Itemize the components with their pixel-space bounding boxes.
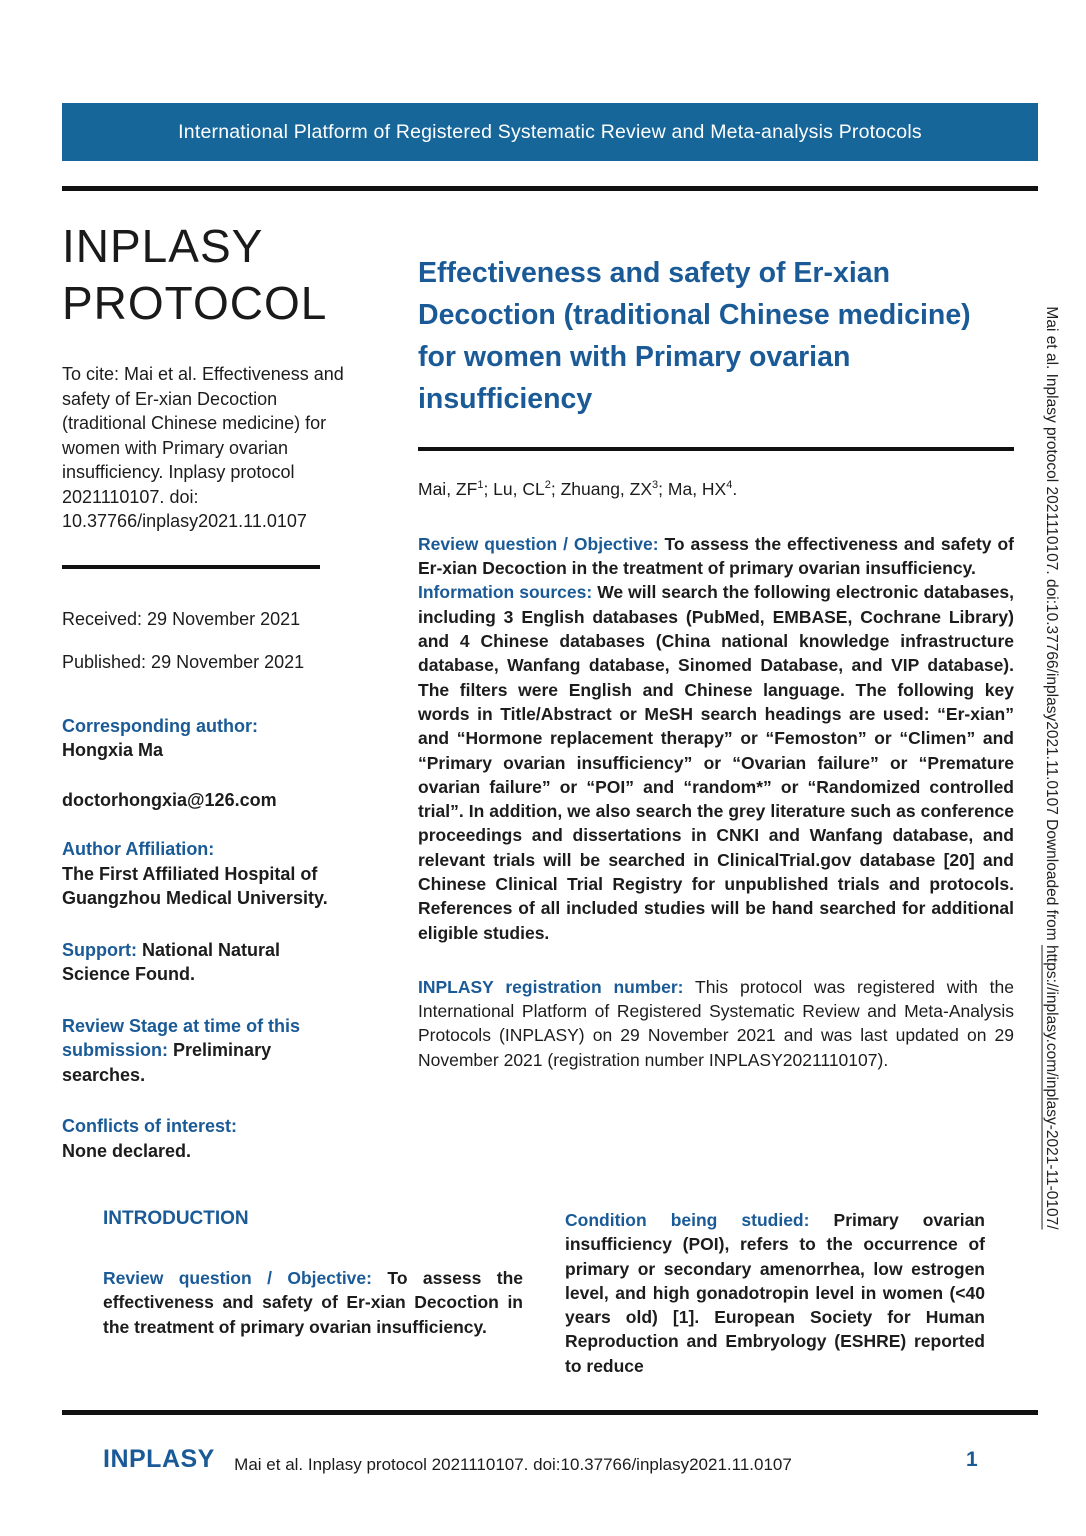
- corresponding-author-email: doctorhongxia@126.com: [62, 789, 277, 810]
- footer-brand: INPLASY: [103, 1445, 215, 1473]
- doi-value: 10.37766/inplasy2021.11.0107: [62, 511, 307, 531]
- masthead-line2: PROTOCOL: [62, 277, 328, 329]
- introduction-objective-paragraph: [103, 1266, 523, 1339]
- affiliation-value: The First Affiliated Hospital of Guangzhou Medical University.: [62, 863, 328, 908]
- conflicts-value: None declared.: [62, 1140, 192, 1161]
- registration-label: INPLASY registration number:: [418, 976, 684, 997]
- footer-citation: Mai et al. Inplasy protocol 2021110107. doi:10.37766/inplasy2021.11.0107: [234, 1455, 792, 1474]
- right-column: [418, 252, 1014, 1072]
- review-stage-label: Review Stage at time of this submission:: [62, 1015, 301, 1060]
- introduction-objective-text: To assess the effectiveness and safety of Er-xian Decoction in the treatment of primary ovarian insufficiency.: [103, 1268, 523, 1337]
- objective-text: To assess the effectiveness and safety of Er-xian Decoction in the treatment of primary ovarian insufficiency.: [418, 533, 1014, 579]
- footer-divider: [62, 1410, 1038, 1415]
- introduction-right-column: [565, 1208, 985, 1378]
- introduction-objective-label: Review question / Objective:: [103, 1268, 372, 1288]
- received-date: Received: 29 November 2021: [62, 608, 301, 629]
- information-sources-text: We will search the following electronic databases, including 3 English databases (PubMed, EMBASE, Cochrane Library) and 4 Chinese databases (China national knowledge infrastructure database, Wanfang database, Sinomed Database, and VIP database). The filters were English and Chinese language. The following key words in Title/Abstract or MeSH search headings are used: “Er-xian” and “Hormone replacement therapy” or “Femoston” or “Climen” and “Primary ovarian insufficiency” or “Ovarian failure” or “Premature ovarian failure” or “POI” and “random*” or “Randomized controlled trial”. In addition, we also search the grey literature such as conference proceedings and dissertations in CNKI and Wanfang database, and relevant trials will be searched in ClinicalTrial.gov database [20] and Chinese Clinical Trial Registry for unpublished trials and protocols. References of all included studies will be hand searched for additional eligible studies.: [418, 582, 1014, 943]
- left-column-divider: [62, 565, 320, 569]
- title-divider: [418, 447, 1014, 451]
- platform-banner-text: International Platform of Registered Systematic Review and Meta-analysis Protocols: [178, 120, 922, 143]
- authors-line: Mai, $ZF^1$; Lu, $CL^2$; Zhuang, $ZX^3$; Ma, $HX^4$.: [418, 478, 738, 499]
- article-title: Effectiveness and safety of Er-xian Decoction (traditional Chinese medicine) for women with Primary ovarian insufficiency: [418, 257, 971, 415]
- conflicts-label: Conflicts of interest:: [62, 1116, 238, 1136]
- objective-paragraph: [418, 532, 1014, 581]
- vertical-sidebar-link[interactable]: https://inplasy.com/inplasy-2021-11-0107/: [1043, 944, 1060, 1230]
- corresponding-author-block: [62, 714, 344, 763]
- masthead-line1: INPLASY: [62, 220, 264, 272]
- condition-text: Primary ovarian insufficiency (POI), refers to the occurrence of primary or secondary amenorrhea, low estrogen level, and high gonadotropin level in women (<40 years old) [1]. European Society for Human Reproduction and Embryology (ESHRE) reported to reduce: [565, 1210, 985, 1376]
- support-value: National Natural Science Found.: [62, 939, 281, 984]
- objective-label: Review question / Objective:: [418, 533, 659, 554]
- corresponding-author-name: Hongxia Ma: [62, 740, 164, 760]
- condition-paragraph: [565, 1208, 985, 1378]
- platform-banner: [62, 103, 1038, 161]
- corresponding-author-label: Corresponding author:: [62, 715, 258, 736]
- vertical-sidebar-text: Mai et al. Inplasy protocol 2021110107. doi:10.37766/inplasy2021.11.0107 Downloaded from: [1043, 306, 1060, 945]
- condition-label: Condition being studied:: [565, 1210, 810, 1230]
- conflicts-block: [62, 1114, 344, 1163]
- published-date: Published: 29 November 2021: [62, 651, 305, 672]
- review-stage-block: [62, 1014, 344, 1088]
- vertical-sidebar-citation: [1042, 306, 1060, 1229]
- affiliation-block: [62, 837, 344, 911]
- support-block: [62, 938, 344, 987]
- introduction-heading: INTRODUCTION: [103, 1208, 249, 1229]
- information-sources-paragraph: [418, 580, 1014, 944]
- left-column: [62, 218, 344, 1163]
- information-sources-label: Information sources:: [418, 582, 593, 603]
- registration-text: This protocol was registered with the International Platform of Registered Systematic Review and Meta-Analysis Protocols (INPLASY) on 29 November 2021 and was last updated on 29 November 2021 (registration number INPLASY2021110107).: [418, 976, 1014, 1070]
- support-label: Support:: [62, 939, 137, 960]
- review-stage-value: Preliminary searches.: [62, 1040, 272, 1085]
- to-cite-text: To cite: Mai et al. Effectiveness and safety of Er-xian Decoction (traditional Chinese medicine) for women with Primary ovarian insufficiency. Inplasy protocol 2021110107. doi: 10.37766/inplasy2021.11.0107: [62, 364, 344, 531]
- affiliation-label: Author Affiliation:: [62, 839, 215, 859]
- masthead-title: [62, 218, 344, 332]
- page-number: 1: [966, 1448, 978, 1471]
- abstract-block: [418, 532, 1014, 945]
- introduction-left-column: [103, 1208, 523, 1339]
- top-divider: [62, 186, 1038, 191]
- registration-paragraph: [418, 975, 1014, 1072]
